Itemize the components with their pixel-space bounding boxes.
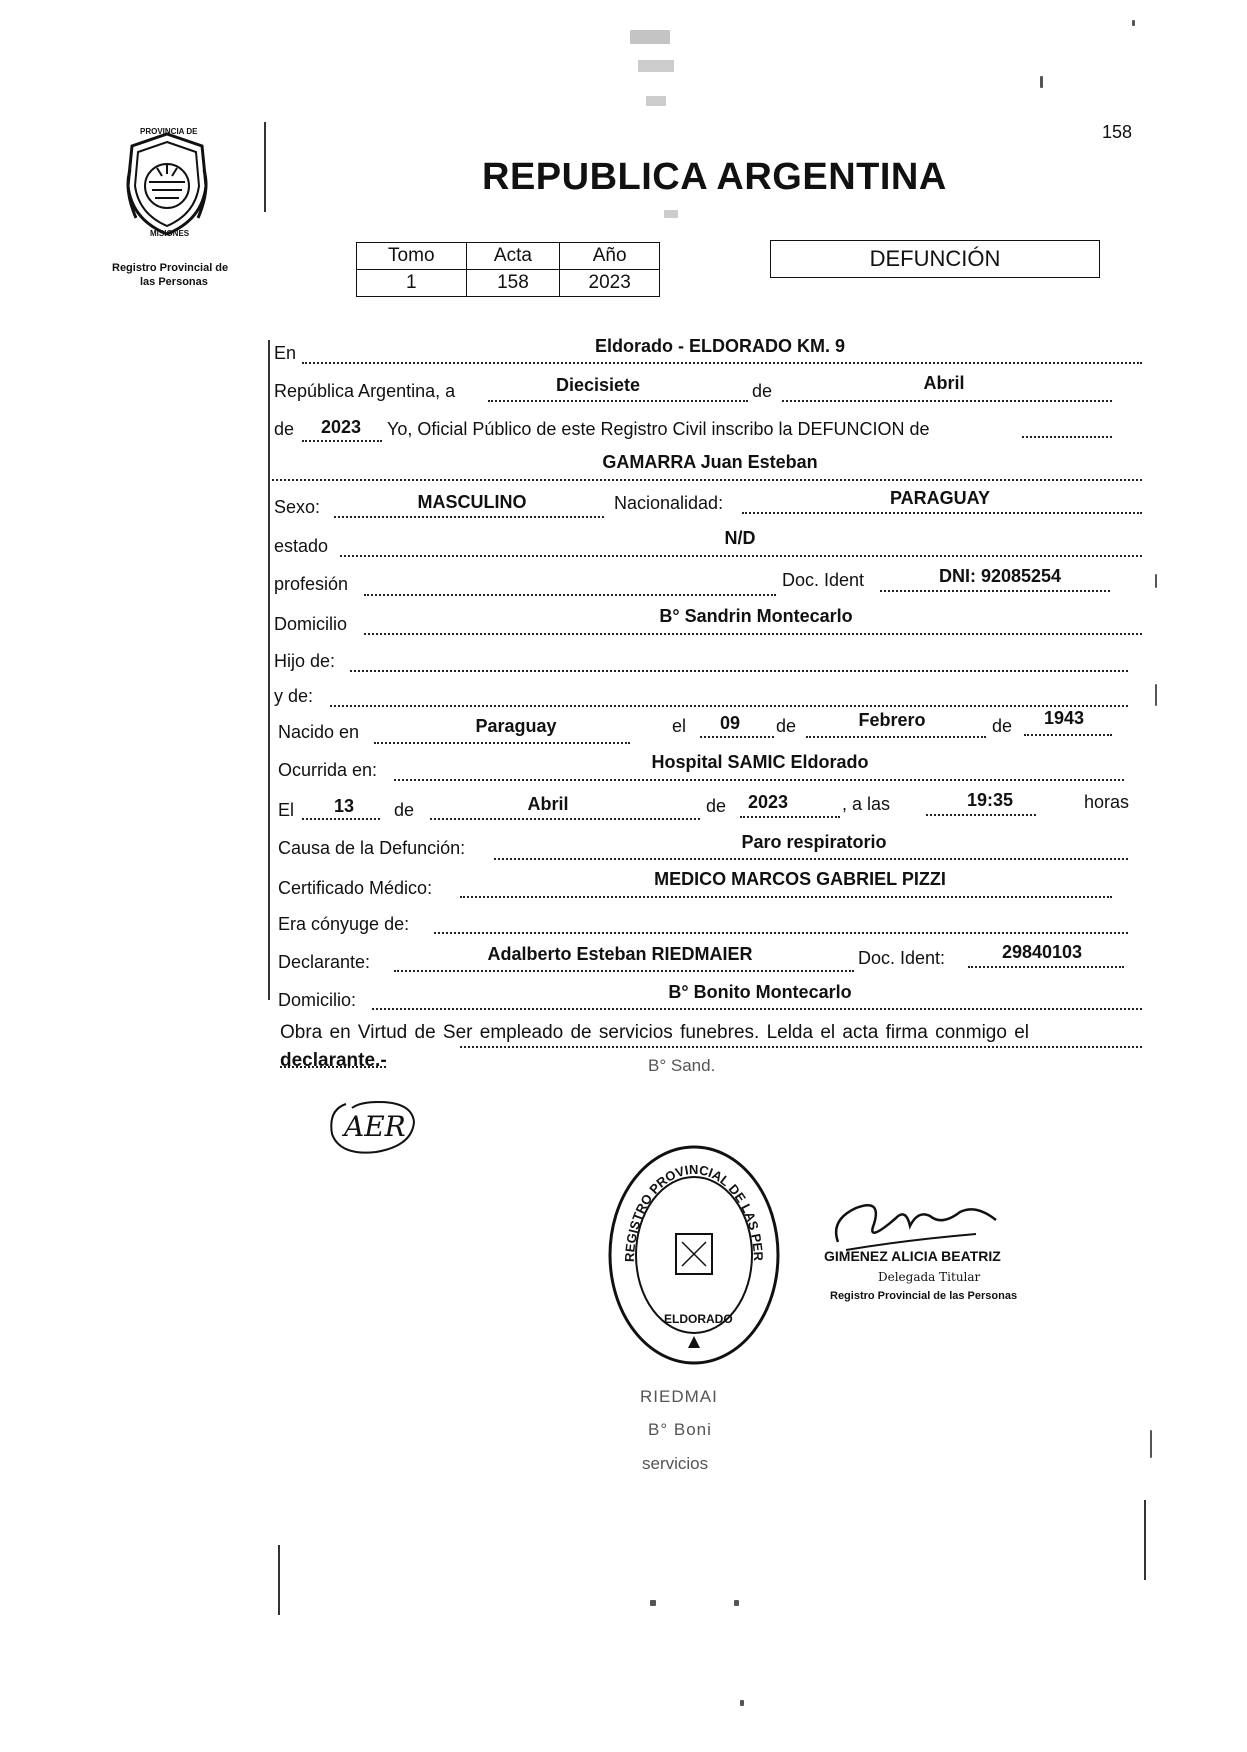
- republica-label: República Argentina, a: [274, 381, 456, 401]
- month-dots: [782, 400, 1112, 402]
- domicilio2-value: B° Bonito Montecarlo: [668, 982, 852, 1002]
- scan-noise: [650, 1600, 656, 1606]
- de-label-1: de: [752, 381, 773, 401]
- domicilio2-dots: [372, 1008, 1142, 1010]
- domicilio-dots: [364, 633, 1142, 635]
- sexo-label: Sexo:: [274, 497, 321, 517]
- scan-noise: [646, 96, 666, 106]
- seal-arc-text: REGISTRO PROVINCIAL DE LAS PER: [621, 1161, 767, 1263]
- official-role: Delegada Titular: [878, 1270, 981, 1284]
- causa-label: Causa de la Defunción:: [278, 838, 466, 858]
- scan-noise: [740, 1700, 744, 1706]
- month-value: Abril: [923, 373, 965, 393]
- conyuge-dots: [434, 932, 1128, 934]
- emblem-icon: [122, 130, 212, 240]
- el2-label: El: [278, 800, 295, 820]
- yde-label: y de:: [274, 686, 314, 706]
- place-value: Eldorado - ELDORADO KM. 9: [594, 336, 846, 356]
- yde-dots: [330, 705, 1128, 707]
- death-day: 13: [333, 796, 355, 816]
- document-type-box: [770, 240, 1100, 278]
- doc2-label: Doc. Ident:: [858, 948, 946, 968]
- death-time: 19:35: [966, 790, 1014, 810]
- de-label-4: de: [992, 716, 1013, 736]
- acta-value: 158: [466, 270, 560, 297]
- emblem-top-text: PROVINCIA DE: [140, 127, 198, 136]
- nacido-dots: [374, 742, 630, 744]
- left-margin-line-bottom: [278, 1545, 280, 1615]
- scan-noise: [1132, 20, 1135, 26]
- el-label: el: [672, 716, 687, 736]
- birth-day-dots: [700, 736, 774, 738]
- left-margin-line-top: [264, 122, 266, 212]
- domicilio-value: B° Sandrin Montecarlo: [659, 606, 853, 626]
- document-type: DEFUNCIÓN: [869, 246, 1001, 271]
- profesion-dots: [364, 594, 776, 596]
- death-year-dots: [740, 816, 840, 818]
- registry-name-line1: Registro Provincial de: [112, 262, 229, 274]
- ocurrida-label: Ocurrida en:: [278, 760, 378, 780]
- certificado-value: MEDICO MARCOS GABRIEL PIZZI: [654, 869, 946, 889]
- acta-header: Acta: [466, 243, 560, 270]
- statement-text: Yo, Oficial Público de este Registro Civil inscribo la DEFUNCION de: [387, 419, 930, 439]
- sexo-dots: [334, 516, 604, 518]
- doc2-value: 29840103: [1001, 942, 1083, 962]
- birth-year-dots: [1024, 734, 1112, 736]
- doc-dots: [880, 590, 1110, 592]
- nacionalidad-value: PARAGUAY: [889, 488, 991, 508]
- alas-label: , a las: [842, 794, 891, 814]
- right-margin-line: [1144, 1500, 1146, 1580]
- birth-day: 09: [719, 713, 741, 733]
- causa-dots: [494, 858, 1128, 860]
- hijo-dots: [350, 670, 1128, 672]
- initials-text: AER: [344, 1110, 406, 1143]
- certificado-dots: [460, 896, 1112, 898]
- seal-icon: [606, 1142, 782, 1368]
- left-margin-line: [268, 340, 270, 1000]
- svg-text:REGISTRO PROVINCIAL DE LAS PER: [606, 1142, 766, 1262]
- en-dots: [302, 362, 1142, 364]
- province-emblem: [122, 130, 212, 240]
- estado-label: estado: [274, 536, 329, 556]
- nacido-value: Paraguay: [475, 716, 557, 736]
- name-dots: [272, 479, 1142, 481]
- doc-label: Doc. Ident: [782, 570, 865, 590]
- domicilio-label: Domicilio: [274, 614, 348, 634]
- tomo-header: Tomo: [357, 243, 467, 270]
- death-year: 2023: [747, 792, 789, 812]
- tomo-value: 1: [357, 270, 467, 297]
- doc-value: DNI: 92085254: [938, 566, 1062, 586]
- scan-noise: [638, 60, 674, 72]
- scan-noise: [1150, 1430, 1152, 1458]
- de-label-3: de: [776, 716, 797, 736]
- registry-name-line2: las Personas: [140, 276, 208, 288]
- nacionalidad-dots: [742, 512, 1142, 514]
- hijo-label: Hijo de:: [274, 651, 336, 671]
- doc2-dots: [968, 966, 1124, 968]
- official-name: GIMENEZ ALICIA BEATRIZ: [824, 1248, 1001, 1264]
- ocurrida-dots: [394, 779, 1124, 781]
- page-number: 158: [1102, 122, 1133, 142]
- scan-noise: [1040, 76, 1043, 88]
- estado-value: N/D: [724, 528, 756, 548]
- de-label-6: de: [706, 796, 727, 816]
- bleed-through-4: servicios: [642, 1454, 709, 1473]
- declarante-dots: [394, 970, 854, 972]
- scan-noise: [734, 1600, 739, 1606]
- official-seal: [606, 1142, 782, 1368]
- domicilio2-label: Domicilio:: [278, 990, 357, 1010]
- horas-label: horas: [1084, 792, 1130, 812]
- conyuge-label: Era cónyuge de:: [278, 914, 410, 934]
- nacido-label: Nacido en: [278, 722, 360, 742]
- deceased-name: GAMARRA Juan Esteban: [602, 452, 818, 472]
- scan-noise: [664, 210, 678, 218]
- profesion-label: profesión: [274, 574, 349, 594]
- bleed-through-3: B° Boni: [648, 1420, 712, 1439]
- declarante-label: Declarante:: [278, 952, 371, 972]
- statement-dots: [1022, 436, 1112, 438]
- birth-year: 1943: [1043, 708, 1085, 728]
- page-title: REPUBLICA ARGENTINA: [482, 156, 947, 198]
- death-month-dots: [430, 818, 700, 820]
- bleed-through-2: RIEDMAI: [640, 1387, 718, 1406]
- scan-noise: [630, 30, 670, 44]
- official-registry: Registro Provincial de las Personas: [830, 1290, 1018, 1302]
- birth-month-dots: [806, 736, 986, 738]
- scan-noise: [1155, 684, 1157, 706]
- year-dots: [302, 440, 382, 442]
- day-dots: [488, 400, 748, 402]
- certificado-label: Certificado Médico:: [278, 878, 433, 898]
- year-value: 2023: [320, 417, 362, 437]
- seal-bottom-text: ELDORADO: [664, 1312, 733, 1326]
- emblem-bottom-text: MISIONES: [150, 229, 190, 238]
- birth-month: Febrero: [858, 710, 926, 730]
- nacionalidad-label: Nacionalidad:: [614, 493, 724, 513]
- declarant-initials: [326, 1096, 422, 1158]
- causa-value: Paro respiratorio: [741, 832, 887, 852]
- declarante-value: Adalberto Esteban RIEDMAIER: [487, 944, 753, 964]
- day-words: Diecisiete: [555, 375, 641, 395]
- obra-text-2: declarante.-: [280, 1050, 387, 1071]
- death-month: Abril: [527, 794, 569, 814]
- en-label: En: [274, 343, 297, 363]
- ocurrida-value: Hospital SAMIC Eldorado: [651, 752, 869, 772]
- anio-value: 2023: [560, 270, 660, 297]
- bleed-through-1: B° Sand.: [648, 1056, 716, 1075]
- estado-dots: [340, 555, 1142, 557]
- de-label-5: de: [394, 800, 415, 820]
- death-time-dots: [926, 814, 1036, 816]
- anio-header: Año: [560, 243, 660, 270]
- de-label-2: de: [274, 419, 295, 439]
- death-day-dots: [302, 818, 380, 820]
- sexo-value: MASCULINO: [417, 492, 527, 512]
- scan-noise: [1155, 574, 1157, 588]
- obra-text: Obra en Virtud de Ser empleado de servicios funebres. Lelda el acta firma conmigo el: [280, 1022, 1029, 1043]
- record-id-table: [356, 242, 660, 297]
- obra-dots: [460, 1046, 1142, 1048]
